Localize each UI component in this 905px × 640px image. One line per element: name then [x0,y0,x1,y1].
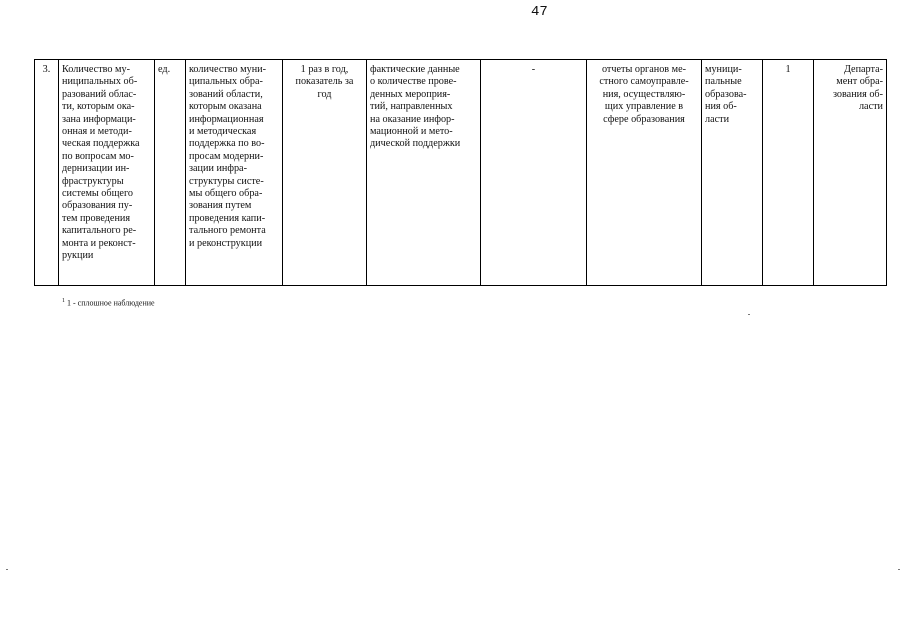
indicator-name-cell: Количество му- ниципальных об- разований облас- ти, которым ока- зана информаци- онная и методи- ческая поддержка по вопросам мо- дернизации ин- фраструктуры системы общего образования пу- тем проведения капитального ре- монта и реконст- рукции [59,60,155,286]
table-row [35,60,887,286]
scan-speck [748,314,750,315]
collection-method-cell: 1 [763,60,814,286]
scan-speck [898,569,900,570]
data-source-cell: отчеты органов ме- стного самоуправле- ния, осуществляю- щих управление в сфере образования [587,60,702,286]
basic-indicators-cell: фактические данные о количестве прове- денных мероприя- тий, направленных на оказание инфор- мационной и мето- дической поддержки [367,60,481,286]
unit-cell: ед. [155,60,186,286]
periodicity-cell: 1 раз в год, показатель за год [283,60,367,286]
footnote-marker: 1 [62,298,65,304]
indicator-table [34,59,887,286]
footnote-text: 1 - сплошное наблюдение [65,298,155,308]
page-number: 47 [531,4,548,20]
responsible-cell: Департа- мент обра- зования об- ласти [814,60,887,286]
population-object-cell: муници- пальные образова- ния об- ласти [702,60,763,286]
scan-speck [6,569,8,570]
calculation-method-cell: - [481,60,587,286]
footnote [62,298,155,308]
definition-cell: количество муни- ципальных обра- зований области, которым оказана информационная и методическая поддержка по во- просам модерни- зации инфра- структуры систе- мы общего обра- зования путем проведения капи- тального ремонта и реконструкции [186,60,283,286]
row-number: 3. [35,60,59,286]
